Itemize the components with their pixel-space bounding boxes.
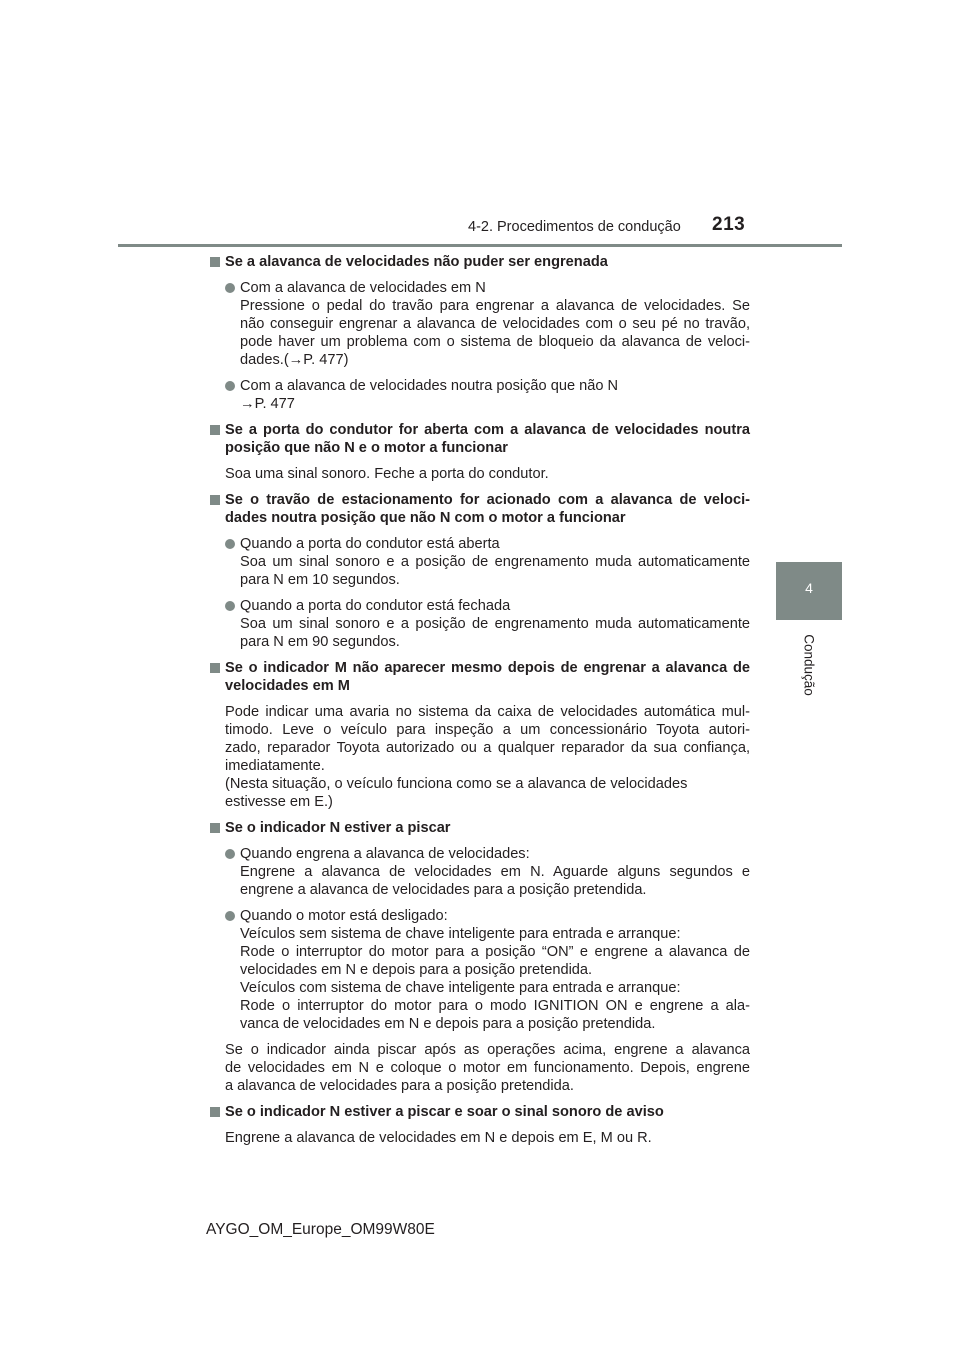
square-bullet-icon <box>210 257 220 267</box>
paragraph: Pode indicar uma avaria no sistema da caixa de velocidades automática mul- timodo. Leve o veículo para inspeção a um concessionário Toyota autori- zado, reparador Toyota autorizado ou a qualquer reparador da sua confiança, imediatamente. (Nesta situação, o veículo funciona como se a alavanca de velocidades estivesse em E.) <box>225 704 750 810</box>
section-heading: Se o indicador M não aparecer mesmo depois de engrenar a alavanca de velocidades em M <box>206 659 750 695</box>
bullet-item: Quando engrena a alavanca de velocidades: Engrene a alavanca de velocidades em N. Aguarde alguns segundos e engrene a alavanca de velocidades para a posição pretendida. <box>206 845 750 899</box>
paragraph: Engrene a alavanca de velocidades em N e depois em E, M ou R. <box>225 1130 652 1146</box>
section-heading: Se o indicador N estiver a piscar e soar o sinal sonoro de aviso <box>206 1103 750 1121</box>
paragraph: Soa uma sinal sonoro. Feche a porta do condutor. <box>225 466 549 482</box>
chapter-number: 4 <box>805 580 813 596</box>
circle-bullet-icon <box>225 539 235 549</box>
circle-bullet-icon <box>225 601 235 611</box>
page-reference[interactable]: dades.(→P. 477) <box>240 352 349 368</box>
circle-bullet-icon <box>225 911 235 921</box>
page-content <box>206 253 750 1155</box>
chapter-label: Condução <box>801 634 817 696</box>
bullet-item: Quando a porta do condutor está fechada Soa um sinal sonoro e a posição de engrenamento muda automaticamente para N em 90 segundos. <box>206 597 750 651</box>
page-number: 213 <box>712 214 746 235</box>
square-bullet-icon <box>210 1107 220 1117</box>
section-heading: Se o indicador N estiver a piscar <box>206 819 750 837</box>
circle-bullet-icon <box>225 849 235 859</box>
paragraph: Se o indicador ainda piscar após as operações acima, engrene a alavanca de velocidades em N e coloque o motor em funcionamento. Depois, engrene a alavanca de velocidades para a posição pretendida. <box>225 1042 750 1094</box>
document-id: AYGO_OM_Europe_OM99W80E <box>206 1221 435 1238</box>
bullet-item: Com a alavanca de velocidades em N Pressione o pedal do travão para engrenar a alavanca de velocidades. Se não conseguir engrenar a alavanca de velocidades com o seu pé no travão, pode haver um problema com o sistema de bloqueio da alavanca de veloci- dades.(→P. 477) <box>206 279 750 369</box>
bullet-item: Quando a porta do condutor está aberta Soa um sinal sonoro e a posição de engrenamento muda automaticamente para N em 10 segundos. <box>206 535 750 589</box>
bullet-item: Quando o motor está desligado: Veículos sem sistema de chave inteligente para entrada e arranque: Rode o interruptor do motor para a posição “ON” e engrene a alavanca de velocidades em N e depois para a posição pretendida. Veículos com sistema de chave inteligente para entrada e arranque: Rode o interruptor do motor para o modo IGNITION ON e engrene a ala- vanca de velocidades em N e depois para a posição pretendida. <box>206 907 750 1033</box>
square-bullet-icon <box>210 663 220 673</box>
section-title: 4-2. Procedimentos de condução <box>468 219 681 235</box>
section-heading: Se o travão de estacionamento for acionado com a alavanca de veloci- dades noutra posição que não N com o motor a funcionar <box>206 491 750 527</box>
section-heading: Se a alavanca de velocidades não puder ser engrenada <box>206 253 750 271</box>
bullet-item: Com a alavanca de velocidades noutra posição que não N →P. 477 <box>206 377 750 413</box>
page-reference[interactable]: →P. 477 <box>240 396 295 412</box>
chapter-tab-label-box <box>776 620 842 710</box>
square-bullet-icon <box>210 823 220 833</box>
chapter-tab[interactable] <box>776 562 842 620</box>
section-heading: Se a porta do condutor for aberta com a alavanca de velocidades noutra posição que não N e o motor a funcionar <box>206 421 750 457</box>
header-rule <box>118 244 842 247</box>
circle-bullet-icon <box>225 283 235 293</box>
square-bullet-icon <box>210 425 220 435</box>
square-bullet-icon <box>210 495 220 505</box>
circle-bullet-icon <box>225 381 235 391</box>
